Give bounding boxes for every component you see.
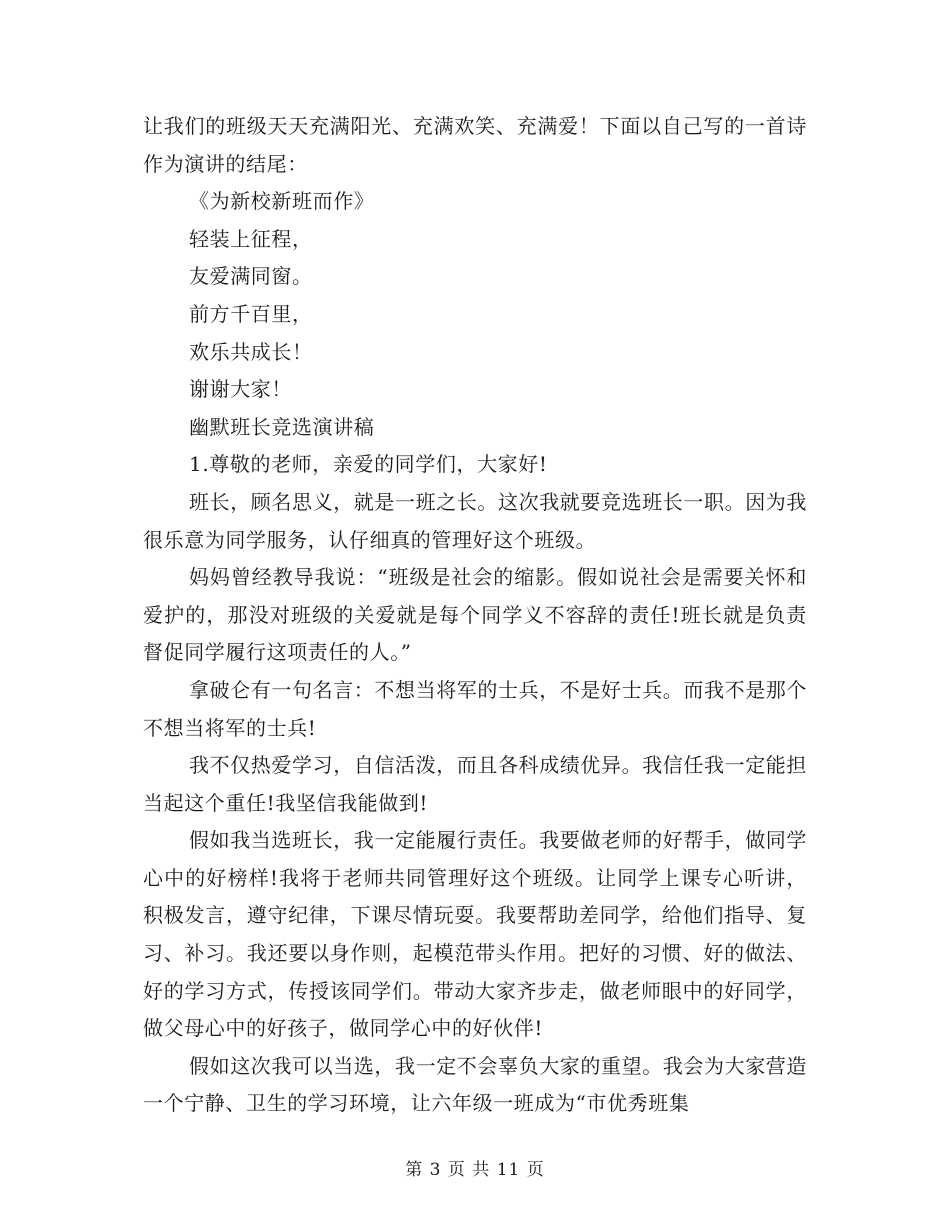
document-body (143, 108, 807, 1123)
paragraph-2: 班长，顾名思义，就是一班之长。这次我就要竞选班长一职。因为我很乐意为同学服务，认仔细真的管理好这个班级。 (143, 489, 807, 552)
paragraph-4: 拿破仑有一句名言：不想当将军的士兵，不是好士兵。而我不是那个不想当将军的士兵! (143, 677, 807, 740)
thanks-line: 谢谢大家！ (189, 377, 292, 402)
poem-title: 《为新校新班而作》 (189, 189, 375, 214)
paragraph-6: 假如我当选班长，我一定能履行责任。我要做老师的好帮手，做同学心中的好榜样!我将于老师共同管理好这个班级。让同学上课专心听讲，积极发言，遵守纪律，下课尽情玩耍。我要帮助差同学，给他们指导、复习、补习。我还要以身作则，起模范带头作用。把好的习惯、好的做法、好的学习方式，传授该同学们。带动大家齐步走，做老师眼中的好同学，做父母心中的好孩子，做同学心中的好伙伴! (143, 828, 807, 1041)
greeting-line: 1.尊敬的老师，亲爱的同学们，大家好! (189, 452, 548, 477)
section-heading: 幽默班长竞选演讲稿 (189, 414, 375, 439)
poem-line-1: 轻装上征程， (189, 226, 313, 251)
paragraph-5: 我不仅热爱学习，自信活泼，而且各科成绩优异。我信任我一定能担当起这个重任!我坚信我能做到! (143, 753, 807, 815)
poem-line-2: 友爱满同窗。 (189, 264, 313, 289)
paragraph-3: 妈妈曾经教导我说：“班级是社会的缩影。假如说社会是需要关怀和爱护的，那没对班级的关爱就是每个同学义不容辞的责任!班长就是负责督促同学履行这项责任的人。” (143, 565, 807, 665)
poem-line-4: 欢乐共成长！ (189, 339, 313, 364)
poem-line-3: 前方千百里， (189, 301, 313, 326)
paragraph-1: 让我们的班级天天充满阳光、充满欢笑、充满爱！下面以自己写的一首诗作为演讲的结尾： (143, 114, 807, 176)
page-footer: 第 3 页 共 11 页 (405, 1160, 545, 1180)
paragraph-7: 假如这次我可以当选，我一定不会辜负大家的重望。我会为大家营造一个宁静、卫生的学习环境，让六年级一班成为“市优秀班集 (143, 1053, 807, 1116)
